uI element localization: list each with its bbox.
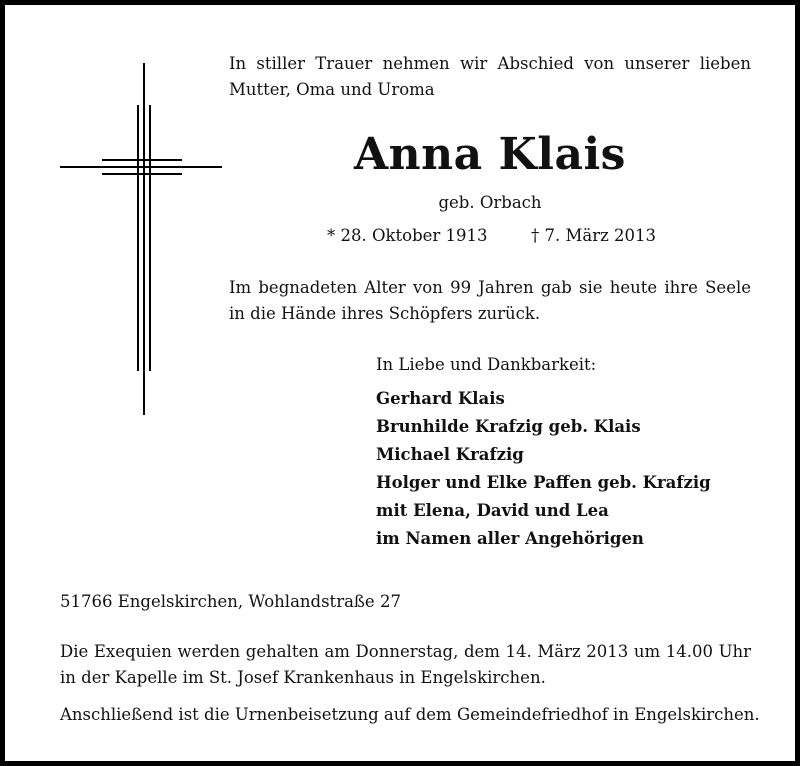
- urn-burial-text: Anschließend ist die Urnenbeisetzung auf dem Gemeindefriedhof in Engelskirchen.: [60, 705, 760, 724]
- address-line: 51766 Engelskirchen, Wohlandstraße 27: [60, 592, 401, 611]
- intro-text: In stiller Trauer nehmen wir Abschied von unserer lieben Mutter, Oma und Uroma: [229, 54, 751, 99]
- exequien-text: Die Exequien werden gehalten am Donnerstag, dem 14. März 2013 um 14.00 Uhr in der Kapelle im St. Josef Krankenhaus in Engelskirchen.: [60, 642, 751, 687]
- cross-icon: [60, 63, 222, 415]
- birth-name: geb. Orbach: [438, 193, 542, 212]
- age-text: Im begnadeten Alter von 99 Jahren gab sie heute ihre Seele in die Hände ihres Schöpfers zurück.: [229, 278, 751, 323]
- mourner-item: Brunhilde Krafzig geb. Klais: [376, 417, 641, 436]
- mourners-list: [376, 385, 756, 553]
- mourner-item: Holger und Elke Paffen geb. Krafzig: [376, 473, 711, 492]
- mourner-item: im Namen aller Angehörigen: [376, 529, 644, 548]
- thanks-line: In Liebe und Dankbarkeit:: [376, 355, 597, 374]
- life-dates: [229, 223, 751, 249]
- mourner-item: mit Elena, David und Lea: [376, 501, 609, 520]
- birth-date: * 28. Oktober 1913: [327, 226, 488, 245]
- mourner-item: Michael Krafzig: [376, 445, 524, 464]
- mourner-item: Gerhard Klais: [376, 389, 505, 408]
- deceased-name: Anna Klais: [354, 129, 626, 180]
- death-date: † 7. März 2013: [531, 226, 657, 245]
